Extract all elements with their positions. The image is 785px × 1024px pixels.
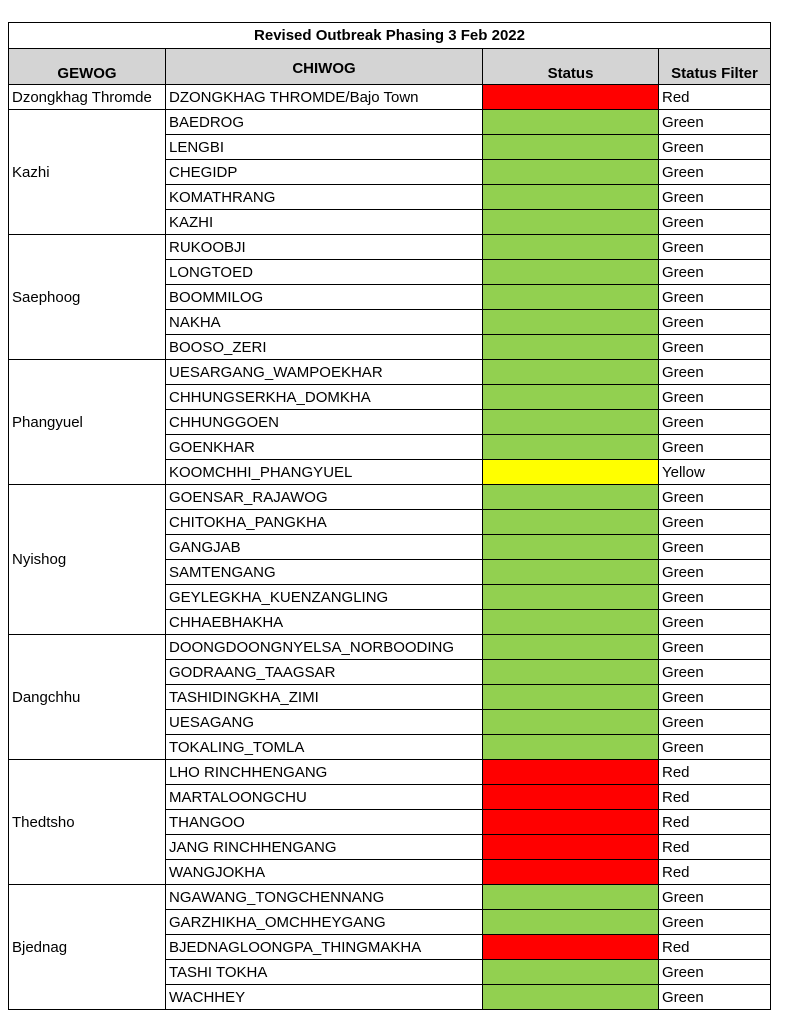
status-color-cell	[483, 760, 659, 785]
table-row	[9, 485, 771, 510]
chiwog-cell: NAKHA	[166, 310, 483, 335]
outbreak-phasing-table	[8, 22, 771, 1010]
status-filter-cell: Green	[659, 485, 771, 510]
status-color-cell	[483, 835, 659, 860]
status-color-cell	[483, 485, 659, 510]
status-filter-cell: Green	[659, 210, 771, 235]
status-filter-header: Status Filter	[659, 49, 771, 85]
status-filter-cell: Red	[659, 835, 771, 860]
status-color-cell	[483, 635, 659, 660]
status-filter-cell: Yellow	[659, 460, 771, 485]
status-filter-cell: Green	[659, 360, 771, 385]
chiwog-cell: DZONGKHAG THROMDE/Bajo Town	[166, 85, 483, 110]
status-color-cell	[483, 285, 659, 310]
chiwog-cell: LENGBI	[166, 135, 483, 160]
gewog-cell: Saephoog	[9, 235, 166, 360]
chiwog-cell: BAEDROG	[166, 110, 483, 135]
status-filter-cell: Green	[659, 660, 771, 685]
chiwog-cell: MARTALOONGCHU	[166, 785, 483, 810]
status-filter-cell: Green	[659, 685, 771, 710]
status-filter-cell: Green	[659, 110, 771, 135]
chiwog-cell: KOMATHRANG	[166, 185, 483, 210]
status-color-cell	[483, 960, 659, 985]
table-row	[9, 760, 771, 785]
chiwog-cell: CHHUNGSERKHA_DOMKHA	[166, 385, 483, 410]
gewog-cell: Thedtsho	[9, 760, 166, 885]
table-row	[9, 85, 771, 110]
chiwog-cell: BOOSO_ZERI	[166, 335, 483, 360]
status-color-cell	[483, 385, 659, 410]
status-color-cell	[483, 410, 659, 435]
gewog-header: GEWOG	[9, 49, 166, 85]
status-color-cell	[483, 85, 659, 110]
status-color-cell	[483, 610, 659, 635]
status-header: Status	[483, 49, 659, 85]
status-filter-cell: Green	[659, 235, 771, 260]
status-color-cell	[483, 185, 659, 210]
status-filter-cell: Green	[659, 735, 771, 760]
table-row	[9, 110, 771, 135]
gewog-cell: Dangchhu	[9, 635, 166, 760]
sheet-title: Revised Outbreak Phasing 3 Feb 2022	[9, 23, 771, 49]
status-filter-cell: Green	[659, 285, 771, 310]
chiwog-header: CHIWOG	[166, 49, 483, 85]
status-color-cell	[483, 710, 659, 735]
chiwog-cell: TASHI TOKHA	[166, 960, 483, 985]
status-color-cell	[483, 435, 659, 460]
status-color-cell	[483, 235, 659, 260]
chiwog-cell: UESARGANG_WAMPOEKHAR	[166, 360, 483, 385]
status-filter-cell: Green	[659, 410, 771, 435]
chiwog-cell: WANGJOKHA	[166, 860, 483, 885]
chiwog-cell: CHHUNGGOEN	[166, 410, 483, 435]
status-color-cell	[483, 685, 659, 710]
header-row	[9, 49, 771, 85]
chiwog-cell: GANGJAB	[166, 535, 483, 560]
status-color-cell	[483, 535, 659, 560]
status-filter-cell: Green	[659, 510, 771, 535]
chiwog-cell: RUKOOBJI	[166, 235, 483, 260]
status-color-cell	[483, 560, 659, 585]
chiwog-cell: LONGTOED	[166, 260, 483, 285]
chiwog-cell: THANGOO	[166, 810, 483, 835]
gewog-cell: Bjednag	[9, 885, 166, 1010]
chiwog-cell: BJEDNAGLOONGPA_THINGMAKHA	[166, 935, 483, 960]
status-color-cell	[483, 860, 659, 885]
gewog-cell: Nyishog	[9, 485, 166, 635]
status-color-cell	[483, 335, 659, 360]
status-filter-cell: Green	[659, 260, 771, 285]
status-color-cell	[483, 585, 659, 610]
chiwog-cell: BOOMMILOG	[166, 285, 483, 310]
chiwog-cell: CHITOKHA_PANGKHA	[166, 510, 483, 535]
status-filter-cell: Red	[659, 785, 771, 810]
status-color-cell	[483, 360, 659, 385]
chiwog-cell: WACHHEY	[166, 985, 483, 1010]
status-filter-cell: Green	[659, 960, 771, 985]
table-body	[9, 85, 771, 1010]
gewog-cell: Kazhi	[9, 110, 166, 235]
status-color-cell	[483, 660, 659, 685]
table-row	[9, 885, 771, 910]
status-filter-cell: Green	[659, 335, 771, 360]
status-filter-cell: Green	[659, 385, 771, 410]
status-color-cell	[483, 460, 659, 485]
chiwog-cell: GOENKHAR	[166, 435, 483, 460]
status-filter-cell: Green	[659, 310, 771, 335]
chiwog-cell: LHO RINCHHENGANG	[166, 760, 483, 785]
chiwog-cell: TASHIDINGKHA_ZIMI	[166, 685, 483, 710]
chiwog-cell: NGAWANG_TONGCHENNANG	[166, 885, 483, 910]
status-color-cell	[483, 160, 659, 185]
gewog-cell: Phangyuel	[9, 360, 166, 485]
status-filter-cell: Green	[659, 885, 771, 910]
chiwog-cell: CHHAEBHAKHA	[166, 610, 483, 635]
status-filter-cell: Red	[659, 810, 771, 835]
status-color-cell	[483, 785, 659, 810]
chiwog-cell: GOENSAR_RAJAWOG	[166, 485, 483, 510]
status-filter-cell: Green	[659, 635, 771, 660]
status-filter-cell: Green	[659, 985, 771, 1010]
chiwog-cell: JANG RINCHHENGANG	[166, 835, 483, 860]
status-filter-cell: Green	[659, 535, 771, 560]
title-row	[9, 23, 771, 49]
chiwog-cell: DOONGDOONGNYELSA_NORBOODING	[166, 635, 483, 660]
status-color-cell	[483, 885, 659, 910]
status-color-cell	[483, 735, 659, 760]
status-color-cell	[483, 110, 659, 135]
status-filter-cell: Green	[659, 610, 771, 635]
status-color-cell	[483, 310, 659, 335]
status-filter-cell: Green	[659, 135, 771, 160]
status-filter-cell: Red	[659, 760, 771, 785]
chiwog-cell: GEYLEGKHA_KUENZANGLING	[166, 585, 483, 610]
status-filter-cell: Red	[659, 935, 771, 960]
table-row	[9, 235, 771, 260]
status-filter-cell: Green	[659, 560, 771, 585]
status-color-cell	[483, 910, 659, 935]
status-filter-cell: Red	[659, 860, 771, 885]
chiwog-cell: TOKALING_TOMLA	[166, 735, 483, 760]
table-row	[9, 635, 771, 660]
chiwog-cell: CHEGIDP	[166, 160, 483, 185]
status-filter-cell: Green	[659, 435, 771, 460]
status-color-cell	[483, 510, 659, 535]
status-filter-cell: Green	[659, 160, 771, 185]
status-filter-cell: Green	[659, 585, 771, 610]
status-color-cell	[483, 935, 659, 960]
chiwog-cell: SAMTENGANG	[166, 560, 483, 585]
chiwog-cell: GARZHIKHA_OMCHHEYGANG	[166, 910, 483, 935]
status-filter-cell: Green	[659, 185, 771, 210]
chiwog-cell: UESAGANG	[166, 710, 483, 735]
status-color-cell	[483, 260, 659, 285]
status-color-cell	[483, 135, 659, 160]
chiwog-cell: KAZHI	[166, 210, 483, 235]
table-row	[9, 360, 771, 385]
status-filter-cell: Green	[659, 910, 771, 935]
status-filter-cell: Green	[659, 710, 771, 735]
status-color-cell	[483, 985, 659, 1010]
status-color-cell	[483, 210, 659, 235]
chiwog-cell: KOOMCHHI_PHANGYUEL	[166, 460, 483, 485]
status-color-cell	[483, 810, 659, 835]
status-filter-cell: Red	[659, 85, 771, 110]
gewog-cell: Dzongkhag Thromde	[9, 85, 166, 110]
chiwog-cell: GODRAANG_TAAGSAR	[166, 660, 483, 685]
